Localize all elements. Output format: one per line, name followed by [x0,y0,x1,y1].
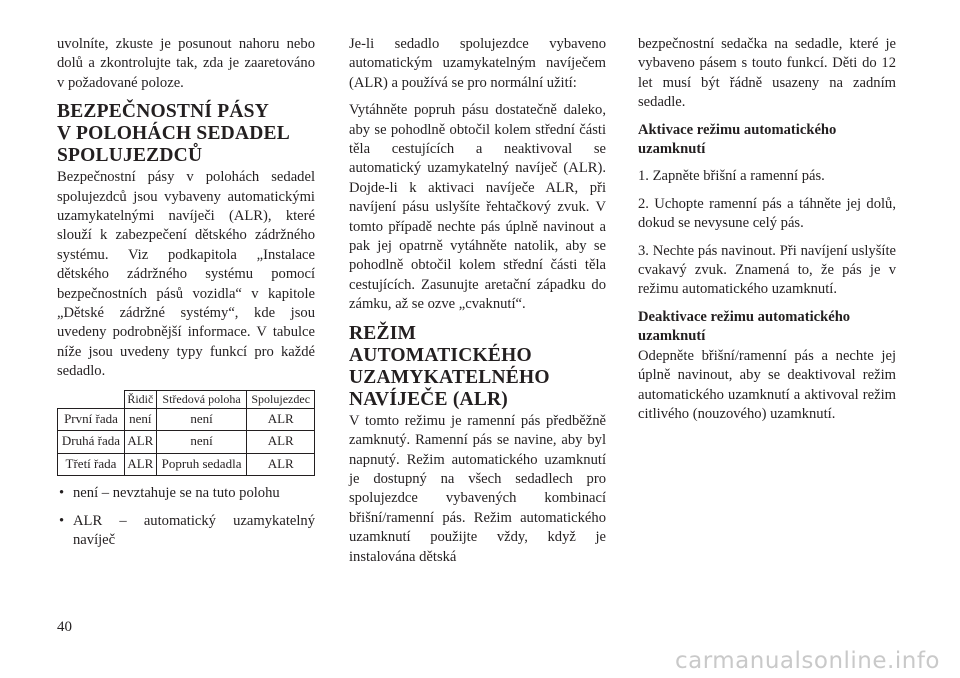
table-legend [57,484,315,550]
section-heading-alr-mode [349,323,606,411]
legend-item [57,512,315,551]
column-left [57,35,315,558]
heading-line: AUTOMATICKÉHO [349,344,532,366]
table-header-passenger: Spolujezdec [247,390,315,408]
table-cell: ALR [247,453,315,476]
page-number: 40 [57,619,72,635]
deactivation-paragraph: Odepněte břišní/ramenní pás a nechte jej úplně navinout, aby se deaktivoval režim automatického uzamknutí a aktivoval režim citlivého (nouzového) uzamknutí. [638,347,896,422]
child-seat-paragraph: bezpečnostní sedačka na sedadle, které je vybaveno pásem s touto funkcí. Děti do 12 let musí být řádně usazeny na zadním sedadle. [638,36,896,111]
table-row-label: Druhá řada [58,431,125,454]
table-cell: Popruh sedadla [156,453,247,476]
list-item: 2. Uchopte ramenní pás a táhněte jej dolů, dokud se nevysune celý pás. [638,195,896,232]
heading-line: NAVÍJEČE (ALR) [349,388,508,410]
list-item: 3. Nechte pás navinout. Při navíjení uslyšíte cvakavý zvuk. Znamená to, že pás je v režimu automatického uzamknutí. [638,242,896,298]
heading-line: V POLOHÁCH SEDADEL [57,123,290,145]
activation-steps [638,167,896,299]
legend-item [57,484,315,503]
alr-mode-paragraph: V tomto režimu je ramenní pás předběžně zamknutý. Ramenní pás se navine, aby byl napnutý. Režim automatického uzamknutí je dostupný na všech sedadlech pro spolujezdce vybavených kombinací břišní/ramenní pás. Režim automatického uzamknutí použijte vždy, když je instalována dětská [349,412,606,565]
watermark-text: carmanualsonline.info [674,648,940,674]
heading-line: UZAMYKATELNÉHO [349,366,550,388]
table-row [58,431,315,454]
table-cell: ALR [247,408,315,431]
heading-line: SPOLUJEZDCŮ [57,145,203,167]
alr-normal-use-paragraph: Je-li sedadlo spolujezdce vybaveno automatickým uzamykatelným navíječem (ALR) a používá se pro normální užití: [349,36,606,91]
table-cell: ALR [124,453,156,476]
table-corner-cell [58,390,125,408]
deactivation-heading: Deaktivace režimu automatického uzamknutí [638,308,851,345]
table-row-label: První řada [58,408,125,431]
heading-line: BEZPEČNOSTNÍ PÁSY [57,101,269,123]
table-header-driver: Řidič [124,390,156,408]
list-item: 1. Zapněte břišní a ramenní pás. [638,168,825,185]
table-row [58,408,315,431]
table-row [58,453,315,476]
table-cell: není [156,431,247,454]
bullet-icon: • [59,512,65,529]
legend-text: není – nevztahuje se na tuto polohu [73,485,280,502]
activation-heading: Aktivace režimu automatického uzamknutí [638,121,837,158]
table-row-label: Třetí řada [58,453,125,476]
bullet-icon: • [59,485,65,502]
intro-paragraph: uvolníte, zkuste je posunout nahoru nebo dolů a zkontrolujte tak, zda je zaaretováno v požadované poloze. [57,36,315,91]
table-header-row [58,390,315,408]
table-cell: není [124,408,156,431]
table-cell: ALR [247,431,315,454]
table-cell: ALR [124,431,156,454]
column-middle [349,35,606,575]
table-header-center: Středová poloha [156,390,247,408]
column-right [638,35,896,432]
seat-belts-paragraph: Bezpečnostní pásy v polohách sedadel spolujezdců jsou vybaveny automatickými uzamykatelnými navíječi (ALR), které slouží k zabezpečení dětského zádržného systému. Viz podkapitola „Instalace dětského zádržného systému pomocí bezpečnostních pásů vozidla“ v kapitole „Dětské zádržné systémy“, kde jsou uvedeny podrobnější informace. V tabulce níže jsou uvedeny typy funkcí pro každé sedadlo. [57,169,315,380]
legend-text: ALR – automatický uzamykatelný navíječ [73,512,315,548]
seat-function-table [57,390,315,477]
table-cell: není [156,408,247,431]
heading-line: REŽIM [349,322,417,344]
section-heading-seat-belts [57,101,315,167]
alr-instructions-paragraph: Vytáhněte popruh pásu dostatečně daleko, aby se pohodlně obtočil kolem střední části těla cestujících a neaktivoval se automatický uzamykatelný navíječ (ALR). Dojde-li k aktivaci navíječe ALR, při navíjení pásu uslyšíte řehtačkový zvuk. V tomto případě nechte pás úplně navinout a pak jej opatrně vytáhněte natolik, aby se pohodlně obtočil kolem střední části těla cestujících. Zasunujte aretační západku do zámku, až se ozve „cvaknutí“. [349,102,606,313]
